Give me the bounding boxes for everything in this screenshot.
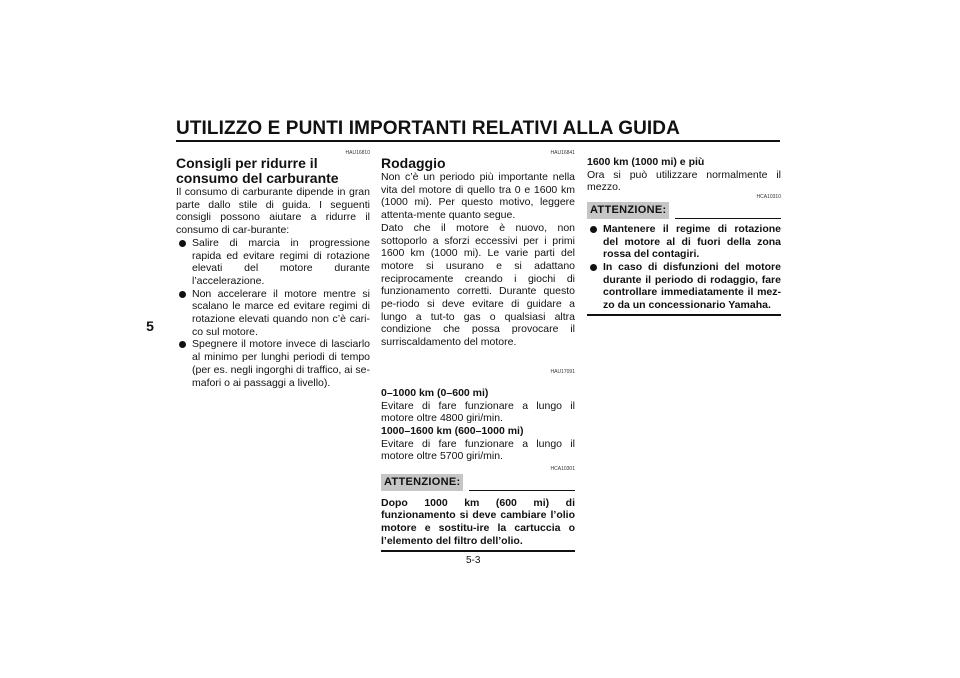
caution-text: Dopo 1000 km (600 mi) di funzionamento si deve cambiare l’olio motore e sostitu-ire la cartuccia o l’elemento del filtro dell’olio. [381,496,575,547]
page-number: 5-3 [466,555,481,566]
list-item: Spegnere il motore invece di lasciarlo al minimo per lunghi periodi di tempo (per es. negli ingorghi di traffico, ai se-mafori o ai passaggi a livello). [176,338,370,389]
range-text: Ora si può utilizzare normalmente il mezzo. [587,168,781,194]
range-heading: 0–1000 km (0–600 mi) [381,386,489,399]
caution-rule [675,218,781,219]
tips-list [176,237,370,389]
section-code: HAU16810 [345,150,370,156]
bullet-icon [179,240,186,247]
caution-label: ATTENZIONE: [381,474,463,491]
range-heading: 1000–1600 km (600–1000 mi) [381,424,524,437]
bullet-icon [590,264,597,271]
caution-header [381,474,575,491]
range-heading: 1600 km (1000 mi) e più [587,156,705,168]
paragraph: Non c’è un periodo più importante nella vita del motore di quello tra 0 e 1600 km (1000 mi). Per questo motivo, leggere attenta-mente quanto segue. [381,171,575,222]
caution-list [587,223,781,312]
header-rule [176,140,780,142]
caution-end-rule [587,314,781,316]
caution-label: ATTENZIONE: [587,202,669,219]
section-code: HAU17091 [550,368,575,375]
bullet-icon [179,341,186,348]
column-break-in [381,150,575,552]
caution-header [587,202,781,219]
list-item: Salire di marcia in progressione rapida ed evitare regimi di rotazione elevati del motore durante l’accelerazione. [176,237,370,288]
section-code: HCA10310 [756,194,781,201]
section-code: HAU16841 [550,150,575,156]
list-item: Non accelerare il motore mentre si scalano le marce ed evitare regimi di rotazione elevati quando non c’è cari-co sul motore. [176,288,370,339]
caution-end-rule [381,550,575,552]
paragraph: Dato che il motore è nuovo, non sottoporlo a sforzi eccessivi per i primi 1600 km (1000 mi). Le varie parti del motore si usurano e si adattano reciprocamente creando i giochi di funzionamento corretti. Durante questo pe-riodo si deve evitare di guidare a lungo a tut-to gas o qualsiasi altra condizione che possa provocare il surriscaldamento del motore. [381,221,575,349]
list-item: In caso di disfunzioni del motore durante il periodo di rodaggio, fare controllare immediatamente il mez-zo da un concessionario Yamaha. [587,261,781,312]
column-fuel-consumption [176,150,370,389]
bullet-icon [179,291,186,298]
intro-paragraph: Il consumo di carburante dipende in gran parte dallo stile di guida. I seguenti consigli possono aiutare a ridurre il consumo di car-burante: [176,186,370,237]
page-header-title: UTILIZZO E PUNTI IMPORTANTI RELATIVI ALLA GUIDA [176,118,680,139]
list-item: Mantenere il regime di rotazione del motore al di fuori della zona rossa del contagiri. [587,223,781,261]
section-heading: Consigli per ridurre il consumo del carburante [176,155,339,186]
section-heading: Rodaggio [381,155,446,171]
section-code: HCA10301 [550,466,575,473]
range-text: Evitare di fare funzionare a lungo il motore oltre 5700 giri/min. [381,437,575,463]
chapter-tab: 5 [146,318,154,334]
bullet-icon [590,226,597,233]
caution-rule [469,490,575,491]
range-text: Evitare di fare funzionare a lungo il motore oltre 4800 giri/min. [381,399,575,425]
column-after-break-in [587,150,781,316]
